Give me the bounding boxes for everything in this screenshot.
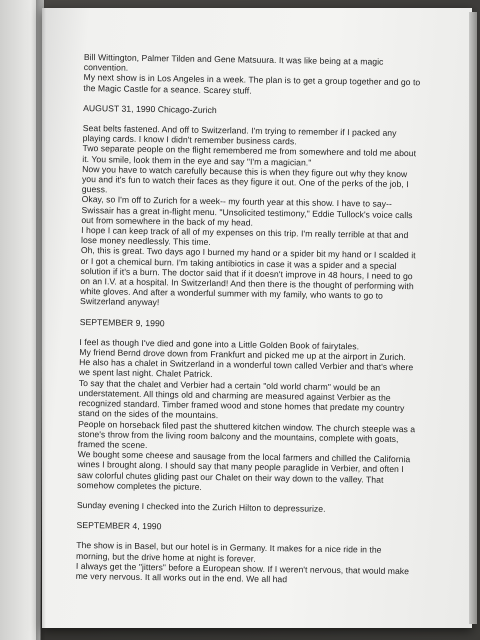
date-heading: SEPTEMBER 4, 1990 [76,520,162,532]
paragraph: I feel as though I've died and gone into a Little Golden Book of fairytales. My friend Bernd drove down from Frankfurt and picked me up at the airport in Zurich. He also has a chalet in Switzerland in a wonderful town called Verbier and that's where we spent last night. Chalet Patrick. To say that the chalet and Verbier had a certain "old world charm" would be an understatement. All things old and charming are measured against Verbier as the recognized standard. Timber framed wood and stone homes that predate my country stand on the sides of the mountains. People on horseback filed past the shuttered kitchen window. The church steeple was a stone's throw from the living room balcony and the mountains, complete with goats, framed the scene. We bought some cheese and sausage from the local farmers and chilled the California wines I brought along. I should say that many people paraglide in Verbier, and often I saw colorful chutes gliding past our Chalet on their way down to the valley. That somehow completes the picture. [77,336,416,492]
book-binding-shadow [36,0,46,640]
page-edge [469,12,477,624]
book-page [42,8,472,628]
paragraph: Seat belts fastened. And off to Switzerland. I'm trying to remember if I packed any playing cards. I know I didn't remember business cards. Two separate people on the flight remembered me from somewhere and told me about it. You smile, look them in the eye and say "I'm a magician." Now you have to watch carefully because this is when they figure out why they know you and it's fun to watch their faces as they figure it out. One of the perks of the job, I guess. Okay, so I'm off to Zurich for a week-- my fourth year at this show. I have to say-- Swissair has a great in-flight menu. "Unsolicited testimony," Eddie Tullock's voice calls out from somewhere in the back of my head. I hope I can keep track of all of my expenses on this trip. I'm really terrible at that and lose money needlessly. This time. Oh, this is great. Two days ago I burned my hand or a spider bit my hand or I scalded it or I got a chemical burn. I'm taking antibiotics in case it was a spider and a special solution if it's a burn. The doctor said that if it doesn't improve in 48 hours, I need to go on an I.V. at a hospital. In Switzerland! And then there is the thought of performing with white gloves. And after a wonderful summer with my family, who wants to go to Switzerland anyway! [80,123,417,308]
paragraph: The show is in Basel, but our hotel is in Germany. It makes for a nice ride in the morning, but the drive home at night is forever. I always get the "jitters" before a European show. If I weren't nervous, that would make me very nervous. It all works out in the end. We all had [75,540,410,585]
paragraph: Sunday evening I checked into the Zurich Hilton to depressurize. [76,499,326,514]
date-heading: SEPTEMBER 9, 1990 [79,316,165,328]
paragraph: Bill Wittington, Palmer Tilden and Gene Matsuura. It was like being at a magic convention. My next show is in Los Angeles in a week. The plan is to get a group together and go to the Magic Castle for a seance. Scarey stuff. [83,52,421,96]
date-heading: AUGUST 31, 1990 Chicago-Zurich [83,102,217,115]
page-text [76,52,424,596]
